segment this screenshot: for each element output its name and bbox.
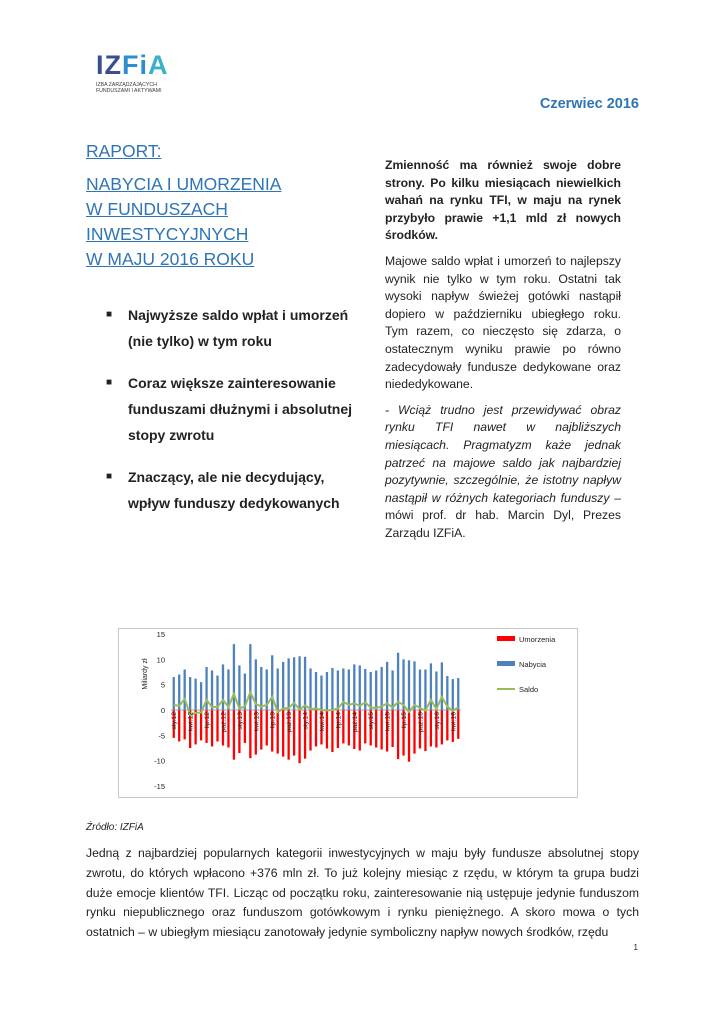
nabycia-bar bbox=[298, 656, 300, 710]
highlight-text: Najwyższe saldo wpłat i umorzeń (nie tylko) w tym roku bbox=[128, 307, 349, 349]
nabycia-bar bbox=[337, 670, 339, 710]
izfia-logo bbox=[96, 52, 216, 102]
highlight-item bbox=[106, 302, 364, 354]
x-tick-label: sty.14 bbox=[302, 712, 310, 730]
umorzenia-bar bbox=[260, 710, 262, 750]
quote-attribution: – mówi prof. dr hab. Marcin Dyl, Prezes Zarządu IZFiA. bbox=[385, 490, 621, 540]
umorzenia-bar bbox=[298, 710, 300, 763]
nabycia-bar bbox=[359, 665, 361, 710]
nabycia-bar bbox=[402, 659, 404, 710]
y-tick-label: 15 bbox=[156, 630, 165, 639]
highlight-item bbox=[106, 370, 364, 448]
report-title-line: W MAJU 2016 ROKU bbox=[86, 249, 255, 269]
x-tick-label: paź.13 bbox=[286, 712, 294, 733]
umorzenia-bar bbox=[381, 710, 383, 750]
nabycia-bar bbox=[222, 664, 224, 710]
x-tick-label: lip.12 bbox=[204, 712, 212, 729]
nabycia-bar bbox=[452, 679, 454, 710]
report-title-line: W FUNDUSZACH INWESTYCYJNYCH bbox=[86, 199, 249, 244]
umorzenia-bar bbox=[375, 710, 377, 747]
umorzenia-bar bbox=[249, 710, 251, 758]
y-tick-label: -10 bbox=[154, 756, 165, 766]
x-tick-label: paź.14 bbox=[351, 712, 359, 733]
y-axis-label: Miliardy zł bbox=[142, 658, 149, 690]
umorzenia-bar bbox=[200, 710, 202, 740]
legend-label: Nabycia bbox=[519, 660, 547, 669]
nabycia-bar bbox=[282, 662, 284, 710]
nabycia-bar bbox=[287, 658, 289, 710]
umorzenia-bar bbox=[233, 710, 235, 760]
x-tick-label: kwi.12 bbox=[187, 712, 195, 732]
umorzenia-bar bbox=[211, 710, 213, 746]
logo-wordmark-fi: Fi bbox=[122, 50, 148, 80]
umorzenia-bar bbox=[413, 710, 415, 754]
y-tick-label: -15 bbox=[154, 782, 165, 791]
report-date: Czerwiec 2016 bbox=[539, 96, 639, 112]
x-tick-label: kwi.16 bbox=[450, 712, 458, 732]
highlight-text: Znaczący, ale nie decydujący, wpływ funduszy dedykowanych bbox=[128, 469, 340, 511]
nabycia-bar bbox=[441, 662, 443, 710]
report-title-line: NABYCIA I UMORZENIA bbox=[86, 174, 282, 194]
logo-wordmark bbox=[96, 52, 216, 79]
umorzenia-bar bbox=[364, 710, 366, 743]
umorzenia-bar bbox=[441, 710, 443, 744]
umorzenia-bar bbox=[348, 710, 350, 745]
nabycia-bar bbox=[370, 672, 372, 710]
y-tick-label: 5 bbox=[160, 680, 165, 690]
umorzenia-bar bbox=[391, 710, 393, 747]
umorzenia-bar bbox=[408, 710, 410, 762]
umorzenia-bar bbox=[342, 710, 344, 743]
nabycia-bar bbox=[413, 661, 415, 710]
nabycia-bar bbox=[238, 665, 240, 710]
umorzenia-bar bbox=[359, 710, 361, 751]
umorzenia-bar bbox=[309, 710, 311, 751]
y-tick-label: -5 bbox=[158, 731, 165, 741]
nabycia-bar bbox=[194, 679, 196, 710]
nabycia-bar bbox=[315, 672, 317, 710]
umorzenia-bar bbox=[216, 710, 218, 741]
x-tick-label: lip.14 bbox=[335, 712, 343, 729]
legend-label: Saldo bbox=[519, 685, 539, 694]
umorzenia-bar bbox=[326, 710, 328, 749]
highlight-text: Coraz większe zainteresowanie funduszami dłużnymi i absolutnej stopy zwrotu bbox=[128, 375, 353, 443]
nabycia-bar bbox=[211, 670, 213, 710]
nabycia-bar bbox=[260, 667, 262, 710]
umorzenia-bar bbox=[282, 710, 284, 757]
intro-column bbox=[385, 157, 621, 550]
nabycia-bar bbox=[457, 678, 459, 710]
x-tick-label: sty.12 bbox=[171, 712, 179, 730]
nabycia-bar bbox=[435, 671, 437, 710]
x-tick-label: kwi.13 bbox=[253, 712, 261, 732]
nabycia-bar bbox=[331, 668, 333, 710]
y-tick-label: 10 bbox=[156, 655, 165, 665]
square-bullet-icon: ■ bbox=[106, 309, 113, 320]
legend-swatch bbox=[497, 636, 515, 641]
chart-source: Źródło: IZFiA bbox=[86, 822, 144, 833]
report-label: RAPORT: bbox=[86, 141, 162, 161]
umorzenia-bar bbox=[227, 710, 229, 747]
nabycia-bar bbox=[233, 644, 235, 710]
nabycia-bar bbox=[304, 657, 306, 710]
umorzenia-bar bbox=[457, 710, 459, 739]
x-tick-label: kwi.14 bbox=[318, 712, 326, 732]
x-tick-label: lip.15 bbox=[401, 712, 409, 729]
umorzenia-bar bbox=[194, 710, 196, 744]
nabycia-bar bbox=[381, 667, 383, 710]
y-tick-label: 0 bbox=[160, 706, 165, 715]
umorzenia-bar bbox=[397, 710, 399, 759]
flows-chart bbox=[118, 628, 578, 798]
logo-wordmark-a: A bbox=[148, 50, 169, 80]
nabycia-bar bbox=[375, 670, 377, 710]
nabycia-bar bbox=[200, 682, 202, 710]
legend-label: Umorzenia bbox=[519, 635, 556, 644]
umorzenia-bar bbox=[331, 710, 333, 752]
quote-paragraph bbox=[385, 402, 621, 543]
logo-wordmark-iz: IZ bbox=[96, 50, 122, 80]
highlight-item bbox=[106, 464, 364, 516]
nabycia-bar bbox=[419, 669, 421, 710]
page-number: 1 bbox=[633, 943, 638, 952]
x-tick-label: sty.16 bbox=[433, 712, 441, 730]
nabycia-bar bbox=[249, 644, 251, 710]
umorzenia-bar bbox=[424, 710, 426, 751]
nabycia-bar bbox=[326, 672, 328, 710]
nabycia-bar bbox=[277, 668, 279, 710]
x-tick-label: paź.15 bbox=[417, 712, 425, 733]
square-bullet-icon: ■ bbox=[106, 377, 113, 388]
quote-text: - Wciąż trudno jest przewidywać obraz rynku TFI nawet w najbliższych miesiącach. Pragmatyzm każe jednak patrzeć na majowe saldo jak najbardziej pozytywnie, szczególnie, że istotny napływ nastąpił w różnych kategoriach funduszy bbox=[385, 402, 621, 505]
highlights-list bbox=[106, 302, 364, 532]
umorzenia-bar bbox=[178, 710, 180, 741]
x-tick-label: lip.13 bbox=[269, 712, 277, 729]
square-bullet-icon: ■ bbox=[106, 471, 113, 482]
nabycia-bar bbox=[424, 669, 426, 710]
body-paragraph: Jedną z najbardziej popularnych kategorii inwestycyjnych w maju były fundusze absolutnej stopy zwrotu, do których wpłacono +376 mln zł. To już kolejny miesiąc z rzędu, w którym ta grupa budzi duże emocje klientów TFI. Licząc od początku roku, zainteresowanie nią ustępuje jedynie funduszom rynku niepublicznego oraz funduszom gotówkowym i rynku pieniężnego. A skoro mowa o tych ostatnich – w ubiegłym miesiącu zanotowały jedynie symboliczny napływ nowych środków, rzędu bbox=[86, 846, 639, 940]
intro-paragraph: Majowe saldo wpłat i umorzeń to najlepszy wynik nie tylko w tym roku. Ostatni tak wysoki napływ świeżej gotówki nastąpił dopiero w październiku ubiegłego roku. Tym razem, co nieczęsto się zdarza, o ostatecznym wyniku prawie po równo zadecydowały fundusze dedykowane oraz niededykowane. bbox=[385, 253, 621, 392]
umorzenia-bar bbox=[446, 710, 448, 740]
x-tick-label: sty.13 bbox=[236, 712, 244, 730]
nabycia-bar bbox=[320, 676, 322, 710]
umorzenia-bar bbox=[430, 710, 432, 746]
umorzenia-bar bbox=[315, 710, 317, 746]
logo-subtitle: IZBA ZARZĄDZAJĄCYCH FUNDUSZAMI I AKTYWAMI bbox=[96, 82, 162, 94]
lead-paragraph: Zmienność ma również swoje dobre strony. Po kilku miesiącach niewielkich wahań na rynku TFI, w maju na rynek przybyło prawie +1,1 mld zł nowych środków. bbox=[385, 158, 621, 243]
x-tick-label: paź.12 bbox=[220, 712, 228, 733]
umorzenia-bar bbox=[266, 710, 268, 745]
umorzenia-bar bbox=[244, 710, 246, 743]
x-tick-label: sty.15 bbox=[368, 712, 376, 730]
umorzenia-bar bbox=[277, 710, 279, 754]
nabycia-bar bbox=[189, 677, 191, 710]
x-tick-label: kwi.15 bbox=[384, 712, 392, 732]
report-title bbox=[86, 172, 386, 272]
nabycia-bar bbox=[309, 668, 311, 710]
umorzenia-bar bbox=[184, 710, 186, 739]
flows-chart-svg bbox=[119, 629, 577, 797]
nabycia-bar bbox=[408, 660, 410, 710]
umorzenia-bar bbox=[293, 710, 295, 756]
nabycia-bar bbox=[391, 670, 393, 710]
legend-swatch bbox=[497, 661, 515, 666]
